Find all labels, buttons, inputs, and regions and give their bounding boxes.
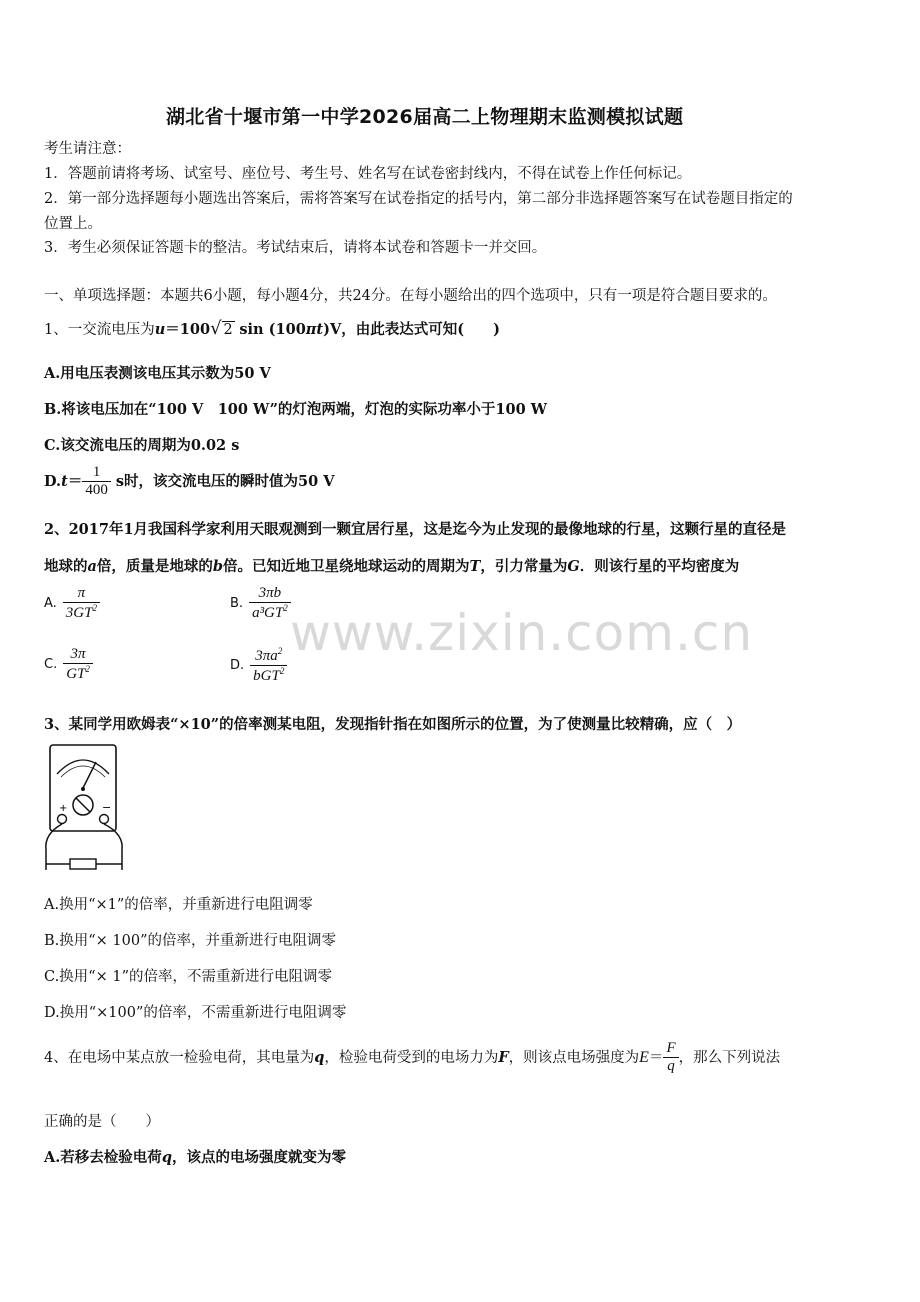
question-3-option-d: D.换用“×100”的倍率，不需重新进行电阻调零: [44, 1005, 347, 1021]
question-1-stem: 1、一交流电压为u＝100√ 2 sin (100πt)V，由此表达式可知( ): [44, 318, 500, 339]
question-2-stem-line1: 2、2017年1月我国科学家利用天眼观测到一颗宜居行星，这是迄今为止发现的最像地球的行星，这颗行星的直径是: [44, 521, 787, 538]
fraction: $\frac{F}{q}$: [663, 1040, 678, 1076]
question-1-option-c: C.该交流电压的周期为0.02 s: [44, 437, 240, 454]
question-2-option-c: C. $\frac{3\pi}{GT^2}$: [44, 646, 93, 684]
notice-item: 2．第一部分选择题每小题选出答案后，需将答案写在试卷指定的括号内，第二部分非选择题答案写在试卷题目指定的: [44, 191, 793, 207]
question-3-option-a: A.换用“×1”的倍率，并重新进行电阻调零: [44, 897, 313, 913]
ohmmeter-figure: [40, 742, 130, 874]
question-1-option-b: B.将该电压加在“100 V 100 W”的灯泡两端，灯泡的实际功率小于100 W: [44, 401, 548, 418]
notice-item: 3．考生必须保证答题卡的整洁。考试结束后，请将本试卷和答题卡一并交回。: [44, 240, 547, 256]
question-3-stem: 3、某同学用欧姆表“×10”的倍率测某电阻，发现指针指在如图所示的位置，为了使测量比较精确，应（ ）: [44, 716, 742, 733]
question-4-option-a: A.若移去检验电荷q，该点的电场强度就变为零: [44, 1149, 346, 1166]
question-2-option-a: A. $\frac{\pi}{3GT^2}$: [44, 585, 100, 623]
notice-heading: 考生请注意：: [44, 141, 131, 157]
question-1-option-a: A.用电压表测该电压其示数为50 V: [44, 365, 271, 382]
question-2-stem-line2: 地球的a倍，质量是地球的b倍。已知近地卫星绕地球运动的周期为T，引力常量为G．则该行星的平均密度为: [44, 558, 740, 575]
question-3-option-c: C.换用“× 1”的倍率，不需重新进行电阻调零: [44, 969, 332, 985]
notice-item: 位置上。: [44, 216, 102, 232]
section-heading: 一、单项选择题：本题共6小题，每小题4分，共24分。在每小题给出的四个选项中，只有一项是符合题目要求的。: [44, 288, 777, 304]
question-4-stem-line1: 4、在电场中某点放一检验电荷，其电量为q，检验电荷受到的电场力为F，则该点电场强度为E＝ $\frac{F}{q}$ ，那么下列说法: [44, 1040, 781, 1075]
fraction: $\frac{1}{400}$: [82, 464, 111, 500]
question-2-option-d: D. $\frac{3\pi a^2}{bGT^2}$: [230, 646, 287, 686]
page-title: 湖北省十堰市第一中学2026届高二上物理期末监测模拟试题: [166, 106, 684, 128]
svg-text:+: +: [59, 803, 68, 814]
watermark: www.zixin.com.cn: [290, 604, 754, 662]
svg-text:−: −: [102, 801, 112, 814]
question-2-option-b: B. $\frac{3\pi b}{a^3GT^2}$: [230, 585, 291, 623]
notice-item: 1．答题前请将考场、试室号、座位号、考生号、姓名写在试卷密封线内，不得在试卷上作任何标记。: [44, 166, 692, 182]
question-3-option-b: B.换用“× 100”的倍率，并重新进行电阻调零: [44, 933, 337, 949]
sqrt-sign-icon: √: [210, 318, 222, 339]
question-1-option-d: D.t＝ $\frac{1}{400}$ s时，该交流电压的瞬时值为50 V: [44, 464, 335, 499]
question-4-stem-line2: 正确的是（ ）: [44, 1114, 160, 1130]
resistor-icon: [70, 859, 96, 869]
